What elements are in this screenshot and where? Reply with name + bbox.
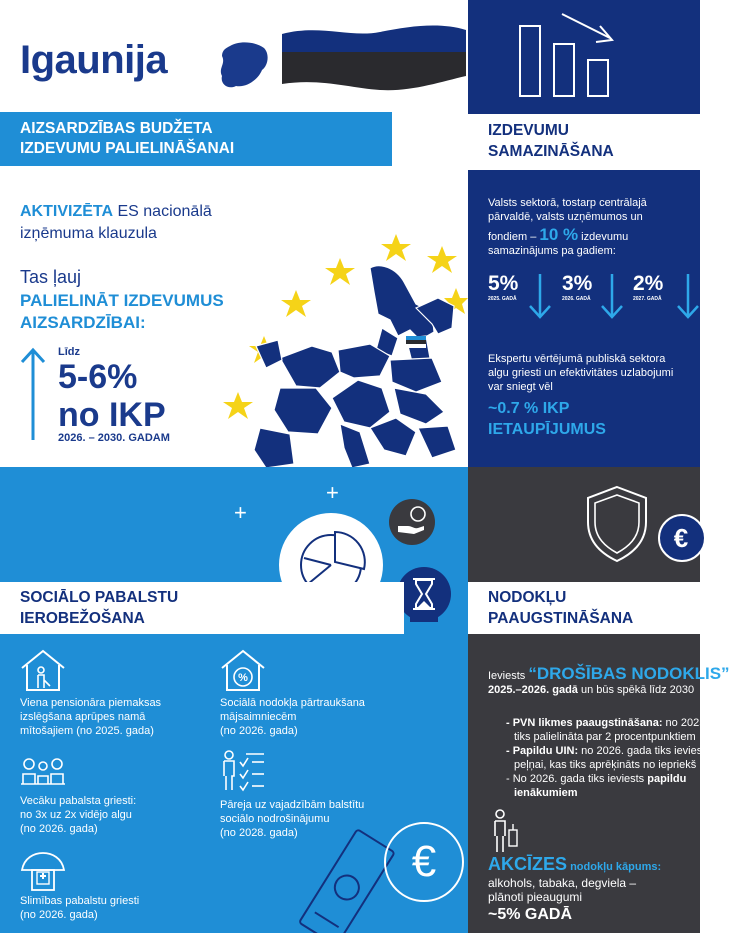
increase-heading — [20, 290, 224, 334]
cut-value: 2% — [633, 272, 664, 295]
banner-line: NODOKĻU — [488, 589, 567, 606]
cut-year: 2027. GADĀ — [633, 296, 662, 302]
text-line: Sociālā nodokļa pārtraukšana — [220, 697, 365, 709]
social-item-text — [20, 894, 139, 922]
text-line: Ekspertu vērtējumā publiskā sektora — [488, 353, 666, 365]
excise-text — [488, 876, 636, 904]
plus-icon: + — [326, 480, 339, 505]
plus-icon: + — [234, 500, 247, 525]
text-segment: un būs spēkā līdz 2030 — [577, 684, 695, 696]
banner-line: PAAUGSTINĀŠANA — [488, 610, 634, 627]
parents-icon — [20, 756, 66, 786]
social-benefits-banner — [0, 582, 404, 634]
banner-line: AIZSARDZĪBAS BUDŽETA — [20, 120, 213, 137]
text-line: (no 2028. gada) — [220, 827, 298, 839]
excise-big: AKCĪZES — [488, 854, 568, 874]
care-home-icon — [20, 648, 66, 692]
estonian-flag-icon — [280, 18, 468, 96]
social-item-text — [220, 696, 365, 738]
pct-value: 5-6% — [58, 358, 138, 396]
savings-line: ~0.7 % IKP — [488, 400, 570, 417]
text-segment: fondiem – — [488, 231, 540, 243]
defence-budget-banner — [0, 112, 392, 166]
yearly-cuts — [488, 272, 700, 328]
euro-symbol: € — [673, 523, 689, 553]
cut-percentage: 10 % — [539, 225, 579, 244]
text-line: var sniegt vēl — [488, 381, 553, 393]
cut-item — [562, 272, 592, 302]
bullet-text: tiks palielināta par 2 procentpunktiem — [514, 731, 696, 743]
bullet-bold: ienākumiem — [514, 787, 578, 799]
savings-line: IETAUPĪJUMUS — [488, 421, 606, 438]
gdp-label: no IKP — [58, 396, 166, 434]
expert-text — [488, 352, 700, 394]
cut-item — [488, 272, 518, 302]
estonia-flag-marker — [406, 336, 426, 348]
activated-rest: ES nacionālā — [113, 203, 212, 220]
shield-icon — [584, 484, 650, 564]
text-segment: Ieviests — [488, 670, 529, 682]
bullet-bold: - PVN likmes paaugstināšana: — [506, 717, 663, 729]
gdp-percentage — [58, 358, 166, 434]
hand-coin-icon — [388, 498, 436, 546]
banner-line: SOCIĀLO PABALSTU — [20, 589, 179, 606]
bullet-bold: - Papildu UIN: — [506, 745, 579, 757]
euro-symbol: € — [411, 837, 437, 886]
text-line: mītošajiem (no 2025. gada) — [20, 725, 154, 737]
euro-coin-icon — [384, 822, 464, 902]
text-line: sociālo nodrošinājumu — [220, 813, 330, 825]
text-line: algu griesti un efektivitātes uzlabojumi — [488, 367, 674, 379]
increase-line: AIZSARDZĪBAI: — [20, 313, 146, 332]
cut-year: 2026. GADĀ — [562, 296, 591, 302]
banner-line: IZDEVUMU — [488, 122, 569, 139]
excise-percentage: ~5% GADĀ — [488, 906, 573, 923]
tax-increase-banner — [468, 582, 700, 634]
text-line: Slimības pabalstu griesti — [20, 895, 140, 907]
page-title: Igaunija — [20, 38, 168, 82]
hourglass-icon — [396, 566, 452, 622]
text-segment: izdevumu — [578, 231, 629, 243]
years-label: 2026. – 2030. GADAM — [58, 432, 170, 444]
text-line: samazinājums pa gadiem: — [488, 245, 616, 257]
social-item-text — [220, 798, 364, 840]
bullet-text: no 2025. — [662, 717, 709, 729]
activated-line2: izņēmuma klauzula — [20, 225, 157, 242]
health-umbrella-icon — [20, 852, 66, 892]
svg-text:%: % — [238, 672, 248, 684]
text-line: plānoti pieaugumi — [488, 890, 583, 904]
excise-small: nodokļu kāpums: — [567, 861, 662, 873]
cut-value: 5% — [488, 272, 519, 295]
spending-cut-banner — [468, 114, 700, 170]
savings-heading — [488, 398, 606, 440]
text-line: izslēgšana aprūpes namā — [20, 711, 146, 723]
banner-line: SAMAZINĀŠANA — [488, 143, 614, 160]
arrow-down-icon — [676, 272, 700, 320]
cut-value: 3% — [562, 272, 593, 295]
text-line: (no 2026. gada) — [20, 823, 98, 835]
checklist-person-icon — [220, 748, 266, 792]
bullet-text: no 2026. gada tiks ieviests — [578, 745, 711, 757]
arrow-down-icon — [528, 272, 552, 320]
europe-countries — [254, 266, 456, 468]
text-line: (no 2026. gada) — [220, 725, 298, 737]
text-line: pārvaldē, valsts uzņēmumos un — [488, 211, 643, 223]
social-item-text — [20, 794, 136, 836]
text-line: (no 2026. gada) — [20, 909, 98, 921]
activated-bold: AKTIVIZĒTA — [20, 203, 114, 220]
arrow-down-icon — [600, 272, 624, 320]
bullet-text: peļņai, kas tiks aprēķināts no iepriekš — [514, 759, 697, 771]
euro-coin-icon — [658, 514, 706, 562]
cut-year: 2025. GADĀ — [488, 296, 517, 302]
house-percent-icon — [220, 648, 266, 692]
social-item-text — [20, 696, 161, 738]
declining-bars-icon — [516, 8, 622, 98]
arrow-up-icon — [20, 346, 46, 442]
increase-line: PALIELINĀT IZDEVUMUS — [20, 291, 224, 310]
text-segment: 2025.–2026. gadā — [488, 684, 578, 696]
text-line: Pāreja uz vajadzībām balstītu — [220, 799, 365, 811]
text-line: alkohols, tabaka, degviela – — [488, 876, 637, 890]
eu-map-illustration — [220, 228, 468, 468]
text-line: Valsts sektorā, tostarp centrālajā — [488, 197, 647, 209]
security-tax-name: “DROŠĪBAS NODOKLIS” — [528, 664, 730, 683]
banner-line: IEROBEŽOŠANA — [20, 610, 145, 627]
activated-clause — [20, 201, 212, 245]
bullet-text: - No 2026. gada tiks ieviests — [506, 773, 648, 785]
sector-cut-text — [488, 196, 700, 258]
tax-bullets — [506, 716, 711, 800]
allows-text: Tas ļauj — [20, 267, 82, 287]
bullet-bold: papildu — [647, 773, 687, 785]
banner-line: IZDEVUMU PALIELINĀŠANAI — [20, 140, 235, 157]
person-bottle-icon — [490, 808, 520, 854]
up-to-label: Līdz — [58, 346, 80, 358]
text-line: mājsaimniecēm — [220, 711, 297, 723]
estonia-map-icon — [216, 40, 272, 94]
security-tax-intro — [488, 664, 730, 696]
text-line: Viena pensionāra piemaksas — [20, 697, 162, 709]
text-line: no 3x uz 2x vidējo algu — [20, 809, 132, 821]
text-line: Vecāku pabalsta griesti: — [20, 795, 137, 807]
cut-item — [633, 272, 663, 302]
excise-heading — [488, 854, 661, 875]
